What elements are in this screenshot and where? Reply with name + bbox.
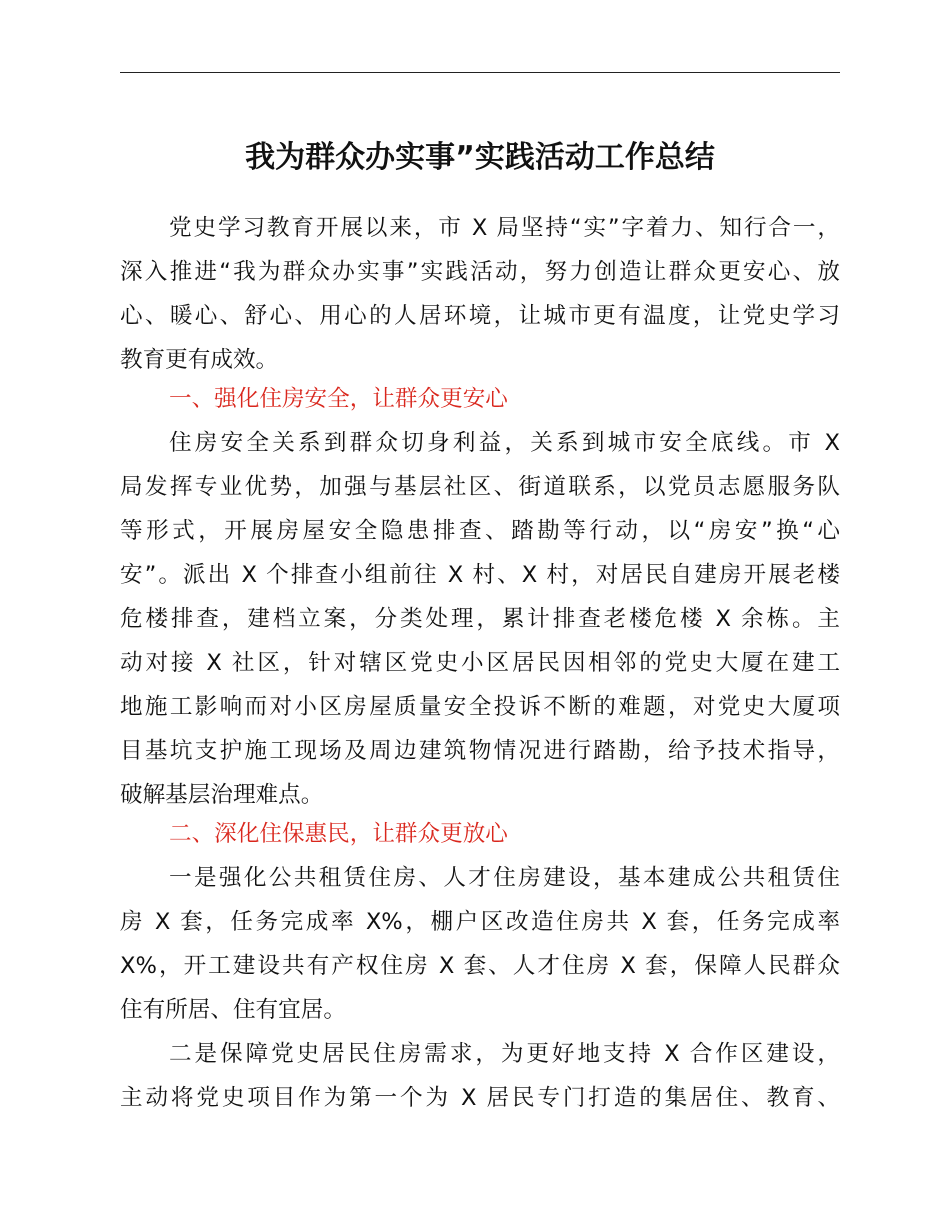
section1-line: 等形式，开展房屋安全隐患排查、踏勘等行动，以“房安”换“心: [120, 518, 840, 544]
document-title: 我为群众办实事”实践活动工作总结: [245, 140, 715, 175]
section2-line: X%，开工建设共有产权住房 X 套、人才住房 X 套，保障人民群众: [120, 953, 840, 979]
section2-line: 住有所居、住有宜居。: [120, 997, 346, 1023]
section-heading-1: 一、强化住房安全，让群众更安心: [169, 386, 508, 412]
section1-line: 地施工影响而对小区房屋质量安全投诉不断的难题，对党史大厦项: [120, 694, 840, 720]
section1-line: 动对接 X 社区，针对辖区党史小区居民因相邻的党史大厦在建工: [120, 650, 840, 676]
intro-line: 教育更有成效。: [120, 347, 279, 373]
section1-line: 安”。派出 X 个排查小组前往 X 村、X 村，对居民自建房开展老楼: [120, 562, 840, 588]
intro-line: 心、暖心、舒心、用心的人居环境，让城市更有温度，让党史学习: [120, 303, 840, 329]
section2-line: 一是强化公共租赁住房、人才住房建设，基本建成公共租赁住: [169, 865, 840, 891]
section2-line: 房 X 套，任务完成率 X%，棚户区改造住房共 X 套，任务完成率: [120, 909, 840, 935]
section1-line: 破解基层治理难点。: [120, 782, 324, 808]
section1-line: 危楼排查，建档立案，分类处理，累计排查老楼危楼 X 余栋。主: [120, 606, 840, 632]
section1-line: 目基坑支护施工现场及周边建筑物情况进行踏勘，给予技术指导，: [120, 738, 840, 764]
intro-line: 党史学习教育开展以来，市 X 局坚持“实”字着力、知行合一，: [169, 215, 840, 241]
section-heading-2: 二、深化住保惠民，让群众更放心: [169, 821, 508, 847]
section2-line: 主动将党史项目作为第一个为 X 居民专门打造的集居住、教育、: [120, 1085, 840, 1111]
top-divider: [120, 72, 840, 73]
section2-line: 二是保障党史居民住房需求，为更好地支持 X 合作区建设，: [169, 1041, 840, 1067]
section1-line: 住房安全关系到群众切身利益，关系到城市安全底线。市 X: [169, 430, 840, 456]
intro-line: 深入推进“我为群众办实事”实践活动，努力创造让群众更安心、放: [120, 259, 840, 285]
section1-line: 局发挥专业优势，加强与基层社区、街道联系，以党员志愿服务队: [120, 474, 840, 500]
